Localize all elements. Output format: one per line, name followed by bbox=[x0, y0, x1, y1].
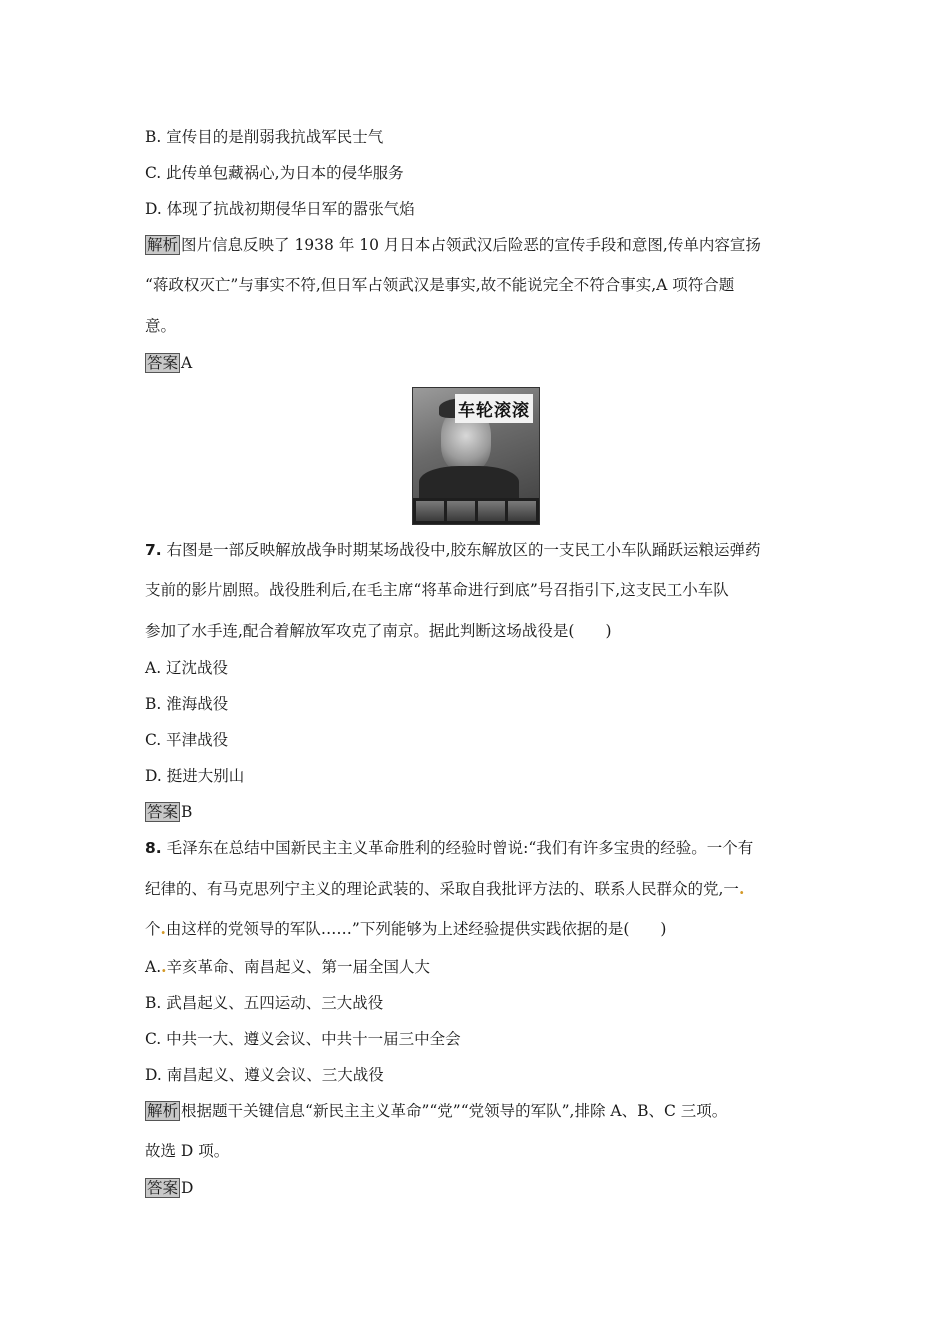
q8-analysis-text-1: 根据题干关键信息“新民主主义革命”“党”“党领导的军队”,排除 A、B、C 三项。 bbox=[181, 1102, 728, 1120]
q7-stem-line-2: 支前的影片剧照。战役胜利后,在毛主席“将革命进行到底”号召指引下,这支民工小车队 bbox=[145, 581, 729, 599]
q8-stem-line-3 bbox=[145, 919, 666, 939]
q7-stem-line-1 bbox=[145, 540, 761, 560]
q7-option-c: C. 平津战役 bbox=[145, 731, 229, 749]
q7-number: 7. bbox=[145, 541, 162, 559]
q6-analysis-line-2: “蒋政权灭亡”与事实不符,但日军占领武汉是事实,故不能说完全不符合事实,A 项符合题 bbox=[145, 276, 735, 294]
thumbnail bbox=[478, 501, 506, 521]
q7-answer-line bbox=[145, 802, 192, 822]
q6-option-c: C. 此传单包藏祸心,为日本的侵华服务 bbox=[145, 164, 404, 182]
q8-stem-text-3a: 个 bbox=[145, 920, 161, 938]
q8-stem-text-2: 纪律的、有马克思列宁主义的理论武装的、采取自我批评方法的、联系人民群众的党,一 bbox=[145, 880, 739, 898]
q8-option-a-text: 辛亥革命、南昌起义、第一届全国人大 bbox=[166, 958, 431, 976]
emphasis-dot: . bbox=[160, 919, 166, 938]
q8-stem-text-3b: 由这样的党领导的军队……”下列能够为上述经验提供实践依据的是( ) bbox=[165, 920, 667, 938]
q7-stem-line-3: 参加了水手连,配合着解放军攻克了南京。据此判断这场战役是( ) bbox=[145, 622, 612, 640]
q6-analysis-line-1 bbox=[145, 235, 761, 255]
thumbnail bbox=[508, 501, 536, 521]
q8-option-d: D. 南昌起义、遵义会议、三大战役 bbox=[145, 1066, 384, 1084]
analysis-tag: 解析 bbox=[147, 236, 179, 254]
q7-option-a: A. 辽沈战役 bbox=[145, 659, 229, 677]
emphasis-dot: . bbox=[161, 957, 167, 976]
q8-option-a bbox=[145, 957, 430, 977]
q8-analysis-line-1 bbox=[145, 1101, 727, 1121]
thumbnail bbox=[447, 501, 475, 521]
q8-answer: D bbox=[181, 1179, 194, 1197]
answer-tag: 答案 bbox=[147, 1179, 179, 1197]
q8-stem-line-1 bbox=[145, 838, 753, 858]
analysis-tag: 解析 bbox=[147, 1102, 179, 1120]
q8-number: 8. bbox=[145, 839, 162, 857]
q6-option-d: D. 体现了抗战初期侵华日军的嚣张气焰 bbox=[145, 200, 415, 218]
q6-analysis-text-1: 图片信息反映了 1938 年 10 月日本占领武汉后险恶的宣传手段和意图,传单内容宣扬 bbox=[181, 236, 761, 254]
q8-stem-text-1: 毛泽东在总结中国新民主主义革命胜利的经验时曾说:“我们有许多宝贵的经验。一个有 bbox=[161, 839, 754, 857]
film-still-image bbox=[412, 387, 540, 525]
thumbnail bbox=[416, 501, 444, 521]
q7-option-b: B. 淮海战役 bbox=[145, 695, 229, 713]
q7-stem-text-1: 右图是一部反映解放战争时期某场战役中,胶东解放区的一支民工小车队踊跃运粮运弹药 bbox=[161, 541, 761, 559]
q8-option-a-label: A. bbox=[145, 958, 162, 976]
q6-analysis-line-3: 意。 bbox=[145, 317, 177, 335]
q6-option-b: B. 宣传目的是削弱我抗战军民士气 bbox=[145, 128, 384, 146]
q8-answer-line bbox=[145, 1178, 193, 1198]
film-thumbnail-strip bbox=[413, 498, 539, 524]
q8-option-c: C. 中共一大、遵义会议、中共十一届三中全会 bbox=[145, 1030, 461, 1048]
q6-answer-line bbox=[145, 353, 192, 373]
answer-tag: 答案 bbox=[147, 354, 179, 372]
q8-analysis-line-2: 故选 D 项。 bbox=[145, 1142, 230, 1160]
q8-stem-line-2 bbox=[145, 879, 744, 899]
q7-answer: B bbox=[181, 803, 193, 821]
film-title: 车轮滚滚 bbox=[455, 394, 533, 423]
q7-option-d: D. 挺进大别山 bbox=[145, 767, 245, 785]
answer-tag: 答案 bbox=[147, 803, 179, 821]
q8-option-b: B. 武昌起义、五四运动、三大战役 bbox=[145, 994, 384, 1012]
q6-answer: A bbox=[181, 354, 193, 372]
emphasis-dot: . bbox=[738, 879, 745, 898]
